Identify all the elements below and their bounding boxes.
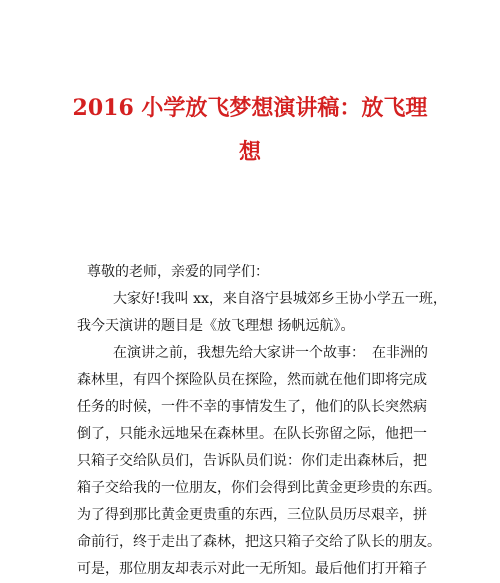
paragraph-line: 只箱子交给队员们，告诉队员们说：你们走出森林后，把 bbox=[77, 453, 427, 469]
paragraph-line: 命前行，终于走出了森林，把这只箱子交给了队长的朋友。 bbox=[77, 534, 441, 550]
paragraph-line: 大家好!我叫 xx，来自洛宁县城郊乡王协小学五一班， bbox=[113, 291, 447, 307]
paragraph-line: 我今天演讲的题目是《放飞理想 扬帆远航》。 bbox=[77, 318, 355, 334]
paragraph-1 bbox=[77, 286, 447, 340]
paragraph-line: 任务的时候，一件不幸的事情发生了，他们的队长突然病 bbox=[77, 399, 427, 415]
paragraph-line: 为了得到那比黄金更贵重的东西，三位队员历尽艰辛，拼 bbox=[77, 507, 427, 523]
title-line-2: 想 bbox=[238, 139, 261, 165]
paragraph-line: 箱子交给我的一位朋友，你们会得到比黄金更珍贵的东西。 bbox=[77, 480, 441, 496]
document-body bbox=[77, 259, 447, 583]
greeting: 尊敬的老师，亲爱的同学们： bbox=[87, 264, 269, 280]
title-line-1: 2016 小学放飞梦想演讲稿：放飞理 bbox=[72, 95, 428, 121]
paragraph-2 bbox=[77, 340, 441, 583]
paragraph-line: 倒了，只能永远地呆在森林里。在队长弥留之际，他把一 bbox=[77, 426, 427, 442]
paragraph-line: 在演讲之前，我想先给大家讲一个故事： 在非洲的 bbox=[113, 345, 428, 361]
paragraph-line: 森林里，有四个探险队员在探险，然而就在他们即将完成 bbox=[77, 372, 427, 388]
paragraph-line: 可是，那位朋友却表示对此一无所知。最后他们打开箱子 bbox=[77, 561, 427, 577]
document-title bbox=[60, 86, 440, 174]
